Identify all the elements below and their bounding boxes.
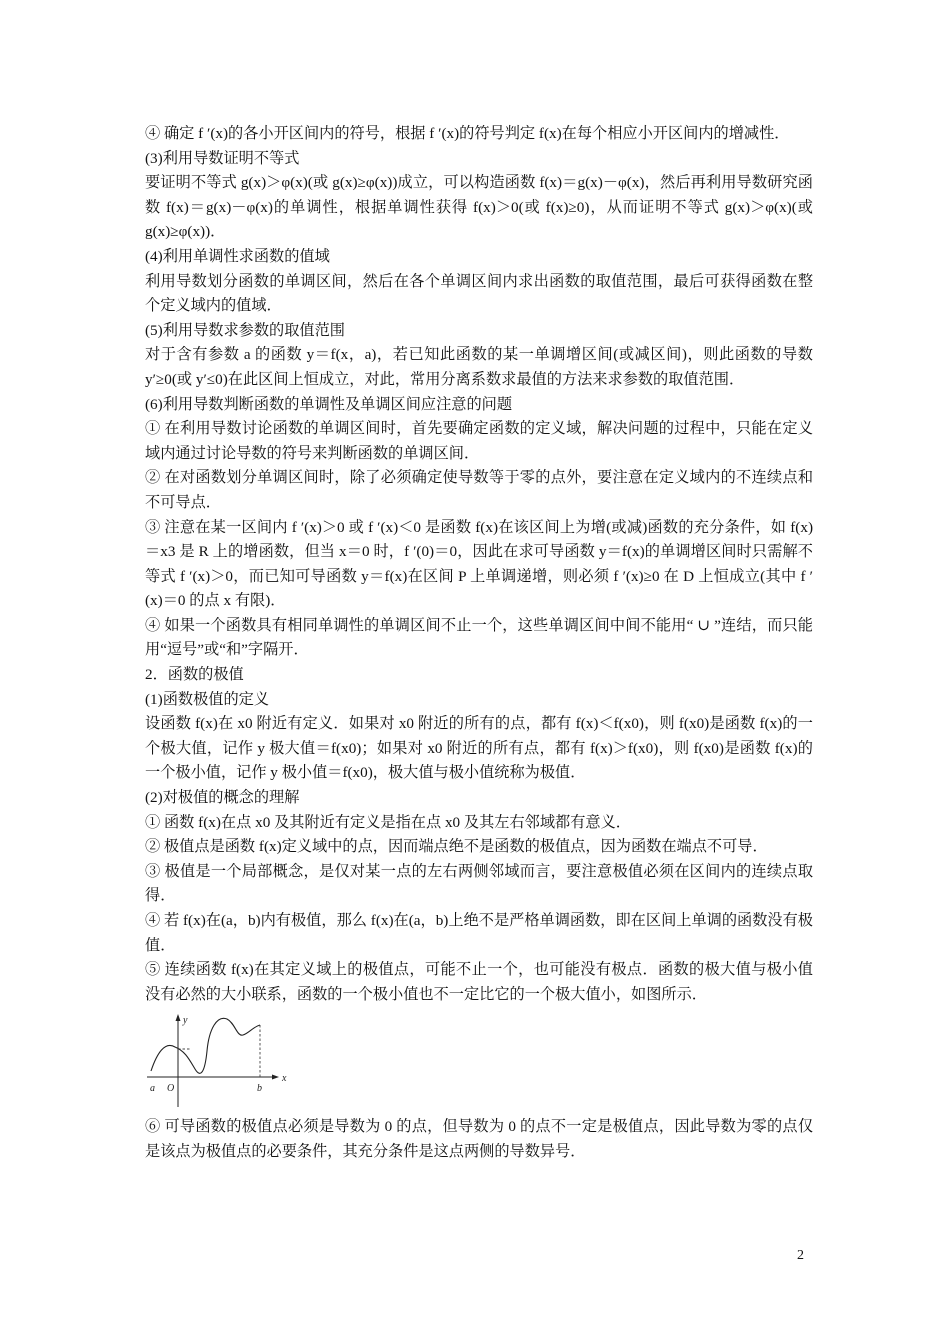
y-axis-arrow-icon (176, 1014, 181, 1021)
function-curve (151, 1019, 260, 1074)
paragraph-10: ② 在对函数划分单调区间时，除了必须确定使导数等于零的点外，要注意在定义域内的不连续点和不可导点． (145, 469, 813, 511)
paragraph-1: ④ 确定 f ′(x)的各小开区间内的符号，根据 f ′(x)的符号判定 f(x)在每个相应小开区间内的增减性． (145, 125, 790, 142)
paragraph-8: (6)利用导数判断函数的单调性及单调区间应注意的问题 (145, 395, 513, 413)
point-a-label: a (150, 1083, 155, 1095)
x-axis-arrow-icon (272, 1075, 279, 1080)
paragraph-7: 对于含有参数 a 的函数 y＝f(x，a)，若已知此函数的某一单调增区间(或减区间)，则此函数的导数 y′≥0(或 y′≤0)在此区间上恒成立，对此，常用分离系数求最值的方法来求参数的取值范围． (145, 346, 813, 388)
paragraph-5: 利用导数划分函数的单调区间，然后在各个单调区间内求出函数的取值范围，最后可获得函数在整个定义域内的值域． (145, 272, 813, 315)
page-content (145, 122, 813, 1165)
paragraph-6: (5)利用导数求参数的取值范围 (145, 321, 345, 339)
paragraph-22: ⑥ 可导函数的极值点必须是导数为 0 的点，但导数为 0 的点不一定是极值点，因此导数为零的点仅是该点为极值点的必要条件，其充分条件是这点两侧的导数异号． (145, 1118, 813, 1160)
paragraph-19: ③ 极值是一个局部概念，是仅对某一点的左右两侧邻域而言，要注意极值必须在区间内的连续点取得． (145, 862, 813, 905)
y-axis-label: y (183, 1015, 188, 1027)
paragraph-13: 2．函数的极值 (145, 666, 244, 684)
paragraph-16: (2)对极值的概念的理解 (145, 789, 300, 807)
paragraph-11: ③ 注意在某一区间内 f ′(x)＞0 或 f ′(x)＜0 是函数 f(x)在该区间上为增(或减)函数的充分条件，如 f(x)＝x3 是 R 上的增函数，但当 x＝0 时，f ′(0)＝0，因此在求可导函数 y＝f(x)的单调增区间时只需解不等式 f ′(x)＞0，而已知可导函数 y＝f(x)在区间 P 上单调递增，则必须 f ′(x)≥0 在 D 上恒成立(其中 f ′(x)＝0 的点 x 有限)． (145, 518, 813, 610)
paragraph-9: ① 在利用导数讨论函数的单调区间时，首先要确定函数的定义域，解决问题的过程中，只能在定义域内通过讨论导数的符号来判断函数的单调区间． (145, 420, 813, 462)
paragraph-12: ④ 如果一个函数具有相同单调性的单调区间不止一个，这些单调区间中间不能用“ ∪ ”连结，而只能用“逗号”或“和”字隔开． (145, 616, 813, 659)
extremum-figure (145, 1011, 813, 1109)
paragraph-3: 要证明不等式 g(x)＞φ(x)(或 g(x)≥φ(x))成立，可以构造函数 f(x)＝g(x)－φ(x)，然后再利用导数研究函数 f(x)＝g(x)－φ(x)的单调性，根据单调性获得 f(x)＞0(或 f(x)≥0)，从而证明不等式 g(x)＞φ(x)(或 g(x)≥φ(x))． (145, 174, 813, 241)
paragraph-15: 设函数 f(x)在 x0 附近有定义．如果对 x0 附近的所有的点，都有 f(x)＜f(x0)，则 f(x0)是函数 f(x)的一个极大值，记作 y 极大值＝f(x0)；如果对 x0 附近的所有点，都有 f(x)＞f(x0)，则 f(x0)是函数 f(x)的一个极小值，记作 y 极小值＝f(x0)，极大值与极小值统称为极值． (145, 715, 813, 782)
x-axis-label: x (282, 1073, 287, 1085)
paragraph-21: ⑤ 连续函数 f(x)在其定义域上的极值点，可能不止一个，也可能没有极点．函数的极大值与极小值没有必然的大小联系，函数的一个极小值也不一定比它的一个极大值小，如图所示． (145, 961, 813, 1003)
paragraph-18: ② 极值点是函数 f(x)定义域中的点，因而端点绝不是函数的极值点，因为函数在端点不可导． (145, 838, 768, 856)
paragraph-17: ① 函数 f(x)在点 x0 及其附近有定义是指在点 x0 及其左右邻域都有意义． (145, 813, 631, 831)
paragraph-4: (4)利用单调性求函数的值域 (145, 247, 330, 265)
page-number: 2 (797, 1248, 804, 1263)
point-b-label: b (257, 1083, 262, 1095)
paragraph-14: (1)函数极值的定义 (145, 690, 270, 708)
origin-label: O (167, 1083, 175, 1095)
paragraph-2: (3)利用导数证明不等式 (145, 149, 300, 167)
function-graph (145, 1011, 295, 1109)
paragraph-20: ④ 若 f(x)在(a，b)内有极值，那么 f(x)在(a，b)上绝不是严格单调函数，即在区间上单调的函数没有极值． (145, 912, 813, 954)
